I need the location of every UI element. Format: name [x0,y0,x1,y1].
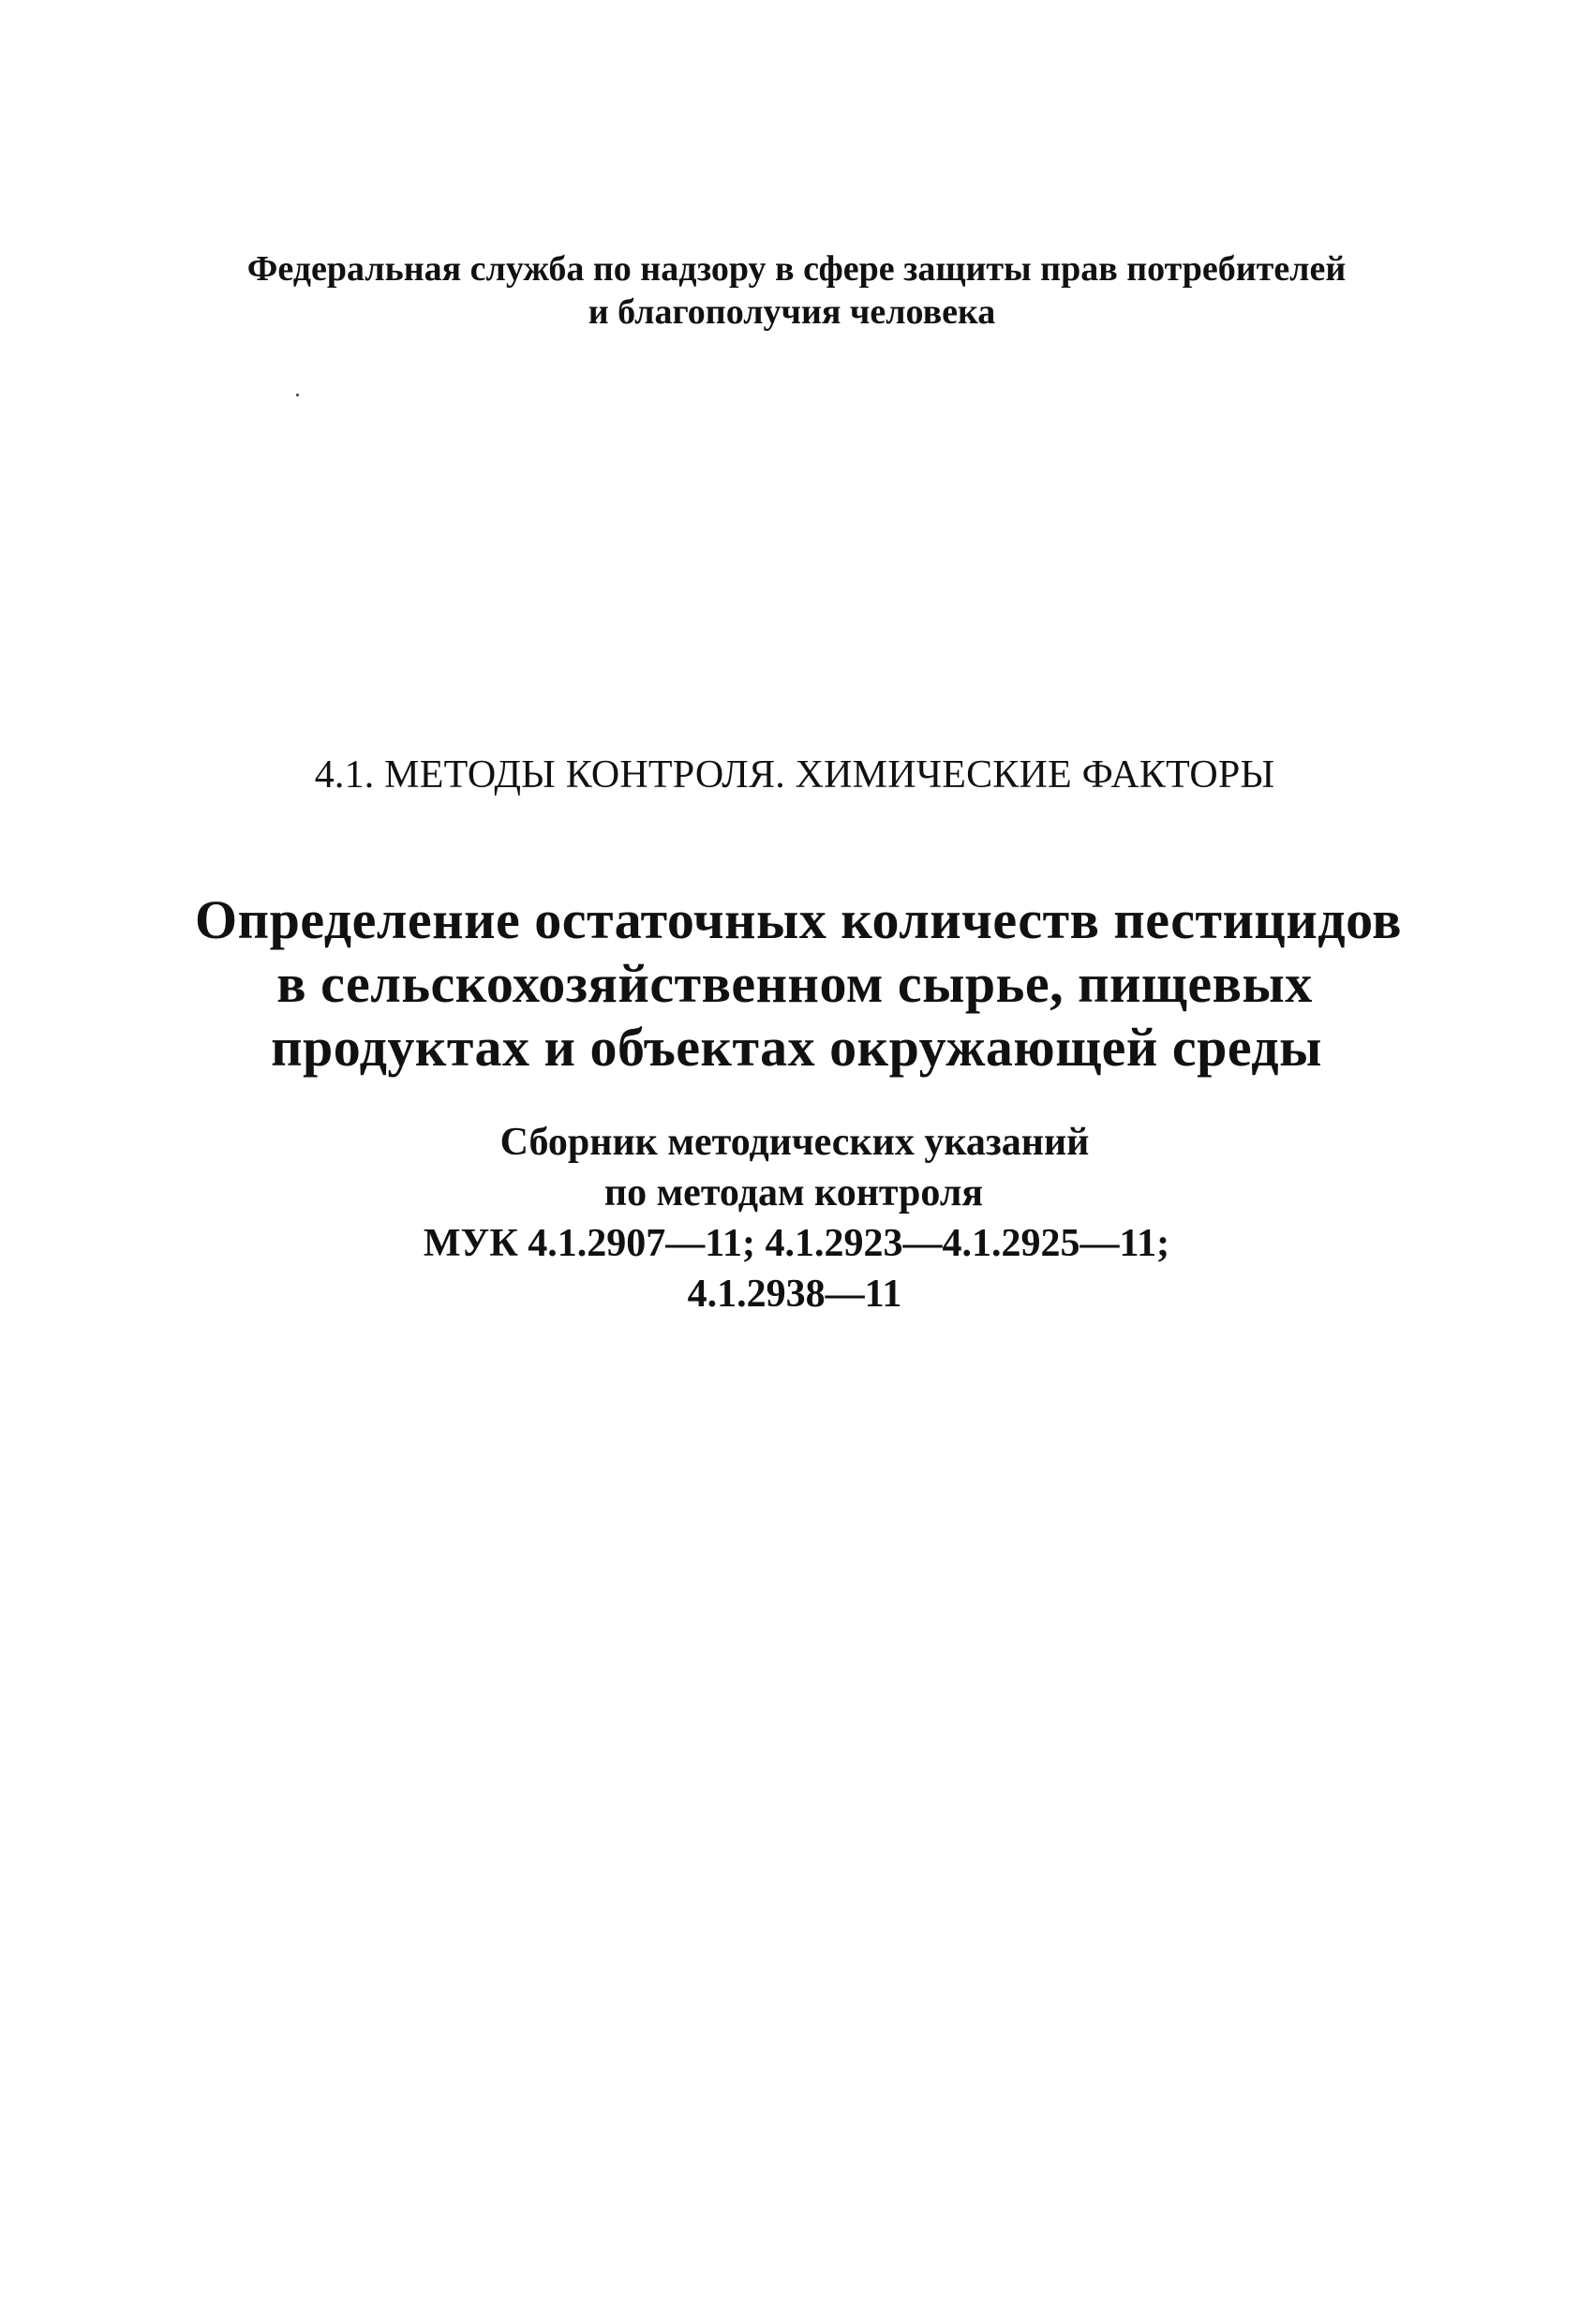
document-title-line-2: в сельскохозяйственном сырье, пищевых [276,953,1313,1014]
section-heading: 4.1. МЕТОДЫ КОНТРОЛЯ. ХИМИЧЕСКИЕ ФАКТОРЫ [314,753,1275,797]
scan-speck [296,394,299,396]
agency-name-line-2: и благополучия человека [588,292,996,332]
collection-subtitle-line-2: по методам контроля [603,1171,984,1214]
document-title-line-1: Определение остаточных количеств пестицидов [195,889,1402,950]
document-codes-line-1: МУК 4.1.2907—11; 4.1.2923—4.1.2925—11; [423,1222,1170,1265]
collection-subtitle-line-1: Сборник методических указаний [499,1121,1090,1164]
document-title-line-3: продуктах и объектах окружающей среды [271,1017,1322,1078]
agency-name-line-1: Федеральная служба по надзору в сфере защиты прав потребителей [246,249,1347,289]
document-codes-line-2: 4.1.2938—11 [687,1273,902,1316]
